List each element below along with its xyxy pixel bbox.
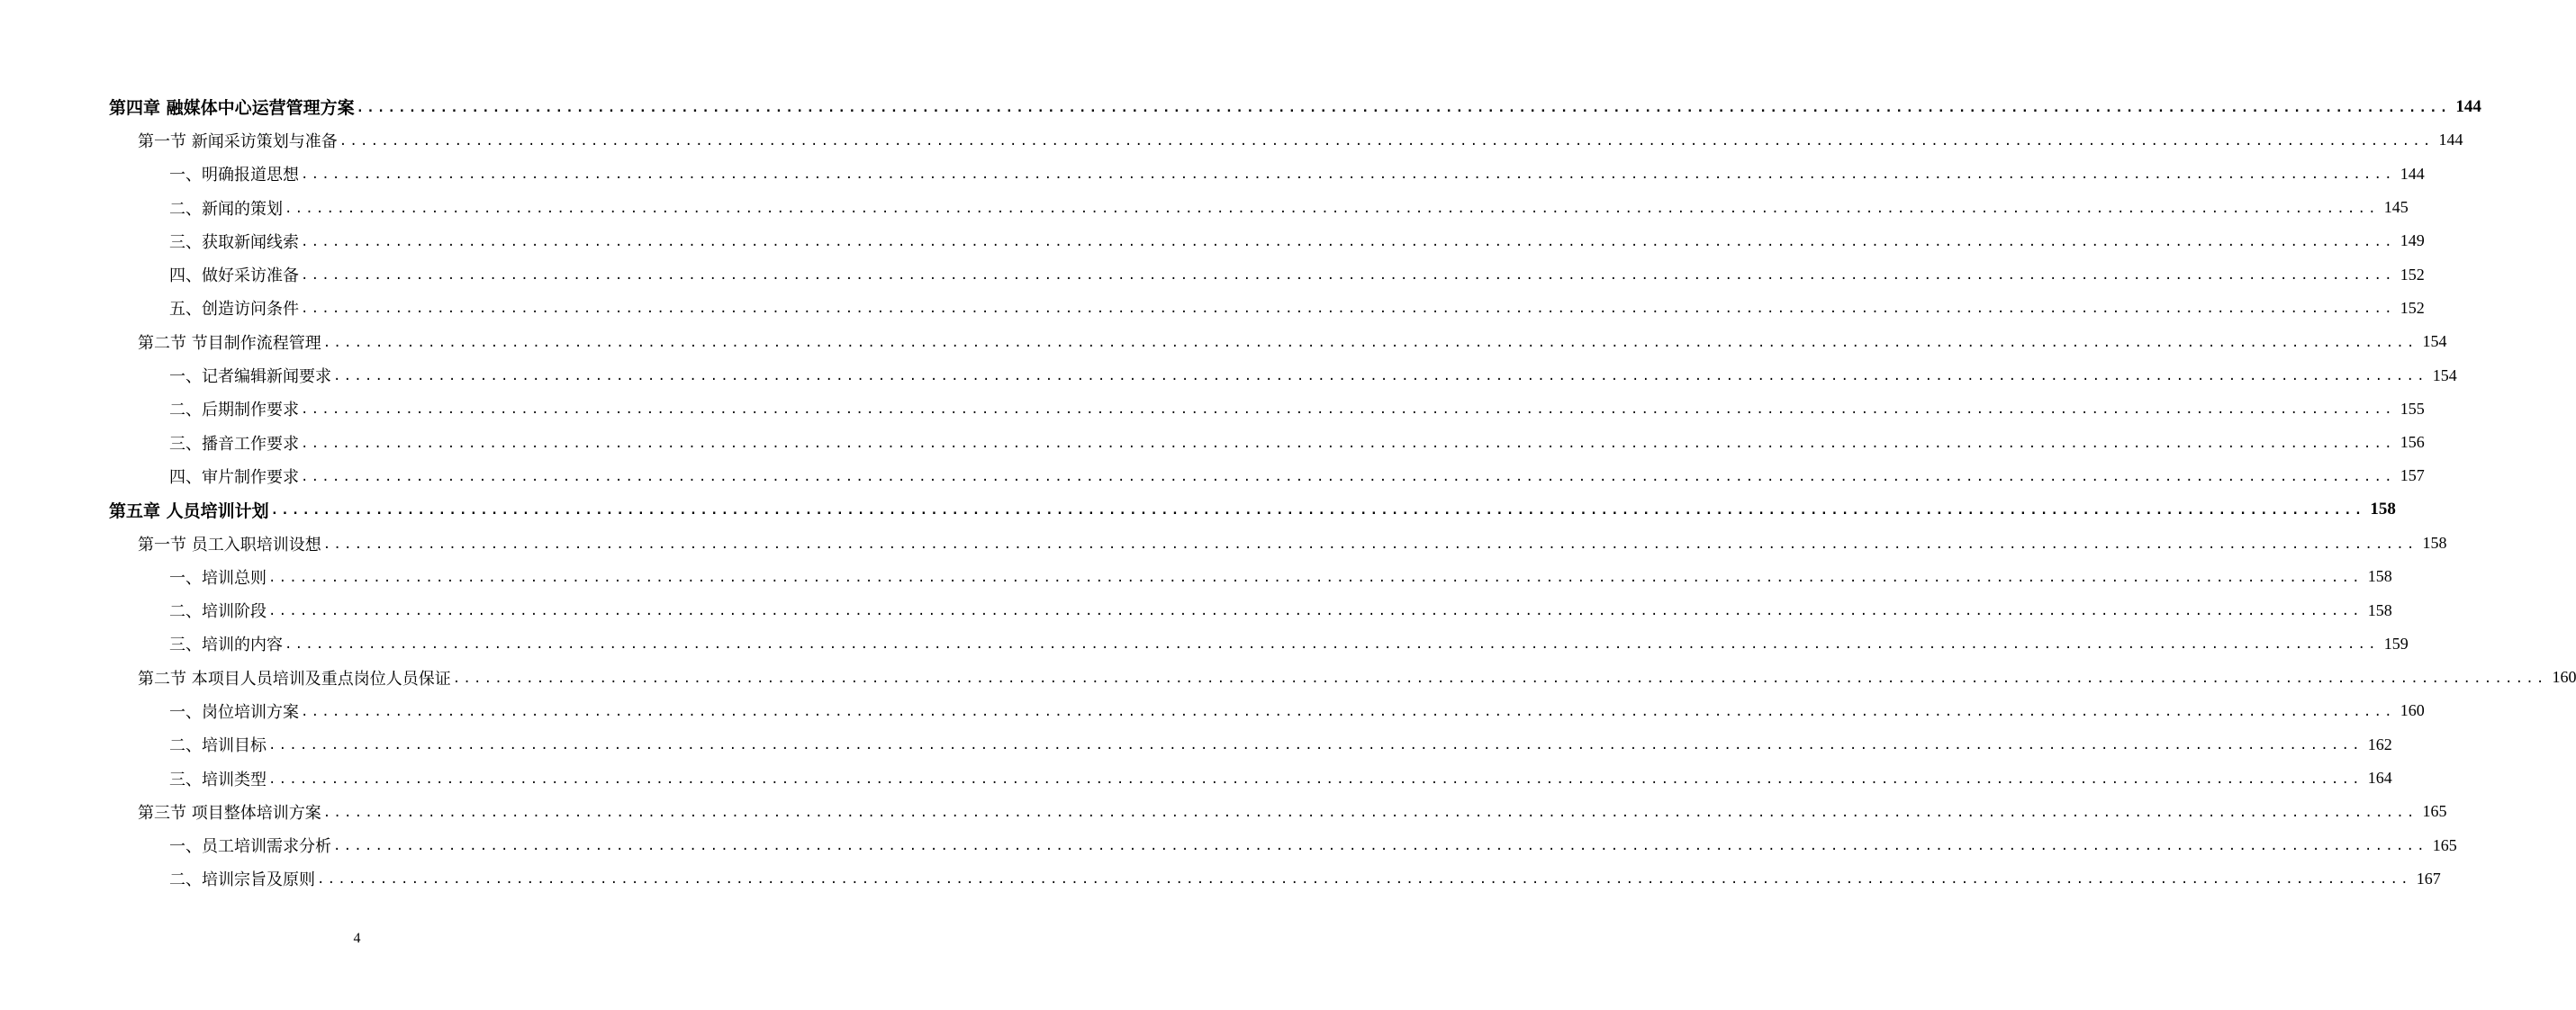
toc-entry-label: 第五章 人员培训计划 xyxy=(109,498,271,522)
toc-entry-label: 四、做好采访准备 xyxy=(169,263,301,286)
toc-leader-dots: ........................................................................................................................................................................................................ xyxy=(452,671,2547,686)
toc-entry[interactable] xyxy=(0,762,2392,795)
toc-entry-page: 165 xyxy=(2422,802,2447,821)
toc-entry-page: 158 xyxy=(2367,600,2392,619)
toc-entry[interactable] xyxy=(0,593,2392,627)
toc-entry-label: 第二节 节目制作流程管理 xyxy=(138,330,323,354)
toc-entry-page: 158 xyxy=(2422,534,2447,552)
toc-entry[interactable] xyxy=(0,661,2576,694)
toc-leader-dots: ........................................................................................................................................................................................................ xyxy=(322,537,2418,552)
toc-entry-page: 158 xyxy=(2370,500,2396,519)
toc-entry-page: 154 xyxy=(2422,332,2447,351)
toc-entry-label: 一、岗位培训方案 xyxy=(169,699,301,723)
toc-entry-label: 二、培训阶段 xyxy=(169,599,268,622)
toc-entry-label: 一、员工培训需求分析 xyxy=(169,834,333,857)
toc-entry-page: 160 xyxy=(2552,668,2576,687)
toc-leader-dots: ........................................................................................................................................................................................................ xyxy=(301,234,2395,249)
toc-entry[interactable] xyxy=(0,191,2409,224)
toc-entry-label: 一、记者编辑新闻要求 xyxy=(169,364,333,387)
toc-entry-page: 159 xyxy=(2383,634,2409,653)
toc-entry-label: 第三节 项目整体培训方案 xyxy=(138,800,323,824)
toc-leader-dots: ........................................................................................................................................................................................................ xyxy=(285,201,2379,216)
toc-entry[interactable] xyxy=(0,527,2447,560)
toc-leader-dots: ........................................................................................................................................................................................................ xyxy=(301,402,2395,418)
toc-leader-dots: ........................................................................................................................................................................................................ xyxy=(301,704,2395,719)
toc-entry[interactable] xyxy=(0,459,2425,492)
toc-entry-label: 第四章 融媒体中心运营管理方案 xyxy=(109,95,357,119)
toc-entry[interactable] xyxy=(0,123,2463,157)
toc-entry-label: 第一节 新闻采访策划与准备 xyxy=(138,129,339,152)
toc-entry-page: 149 xyxy=(2400,231,2425,250)
page-number: 4 xyxy=(353,931,361,946)
toc-entry[interactable] xyxy=(0,493,2396,527)
toc-entry[interactable] xyxy=(0,795,2447,828)
toc-entry-page: 155 xyxy=(2400,399,2425,418)
toc-entry-label: 第一节 员工入职培训设想 xyxy=(138,532,323,555)
toc-entry-label: 二、培训目标 xyxy=(169,733,268,756)
toc-leader-dots: ........................................................................................................................................................................................................ xyxy=(333,369,2427,384)
toc-entry-label: 二、培训宗旨及原则 xyxy=(169,867,317,890)
toc-entry-page: 144 xyxy=(2400,164,2425,183)
toc-entry-label: 三、培训的内容 xyxy=(169,632,285,655)
toc-entry[interactable] xyxy=(0,358,2457,392)
toc-entry-page: 156 xyxy=(2400,433,2425,452)
toc-leader-dots: ........................................................................................................................................................................................................ xyxy=(268,604,2363,619)
toc-leader-dots: ........................................................................................................................................................................................................ xyxy=(301,469,2395,484)
toc-entry-label: 二、后期制作要求 xyxy=(169,397,301,420)
toc-entry[interactable] xyxy=(0,325,2447,358)
toc-entry[interactable] xyxy=(0,158,2425,191)
toc-leader-dots: ........................................................................................................................................................................................................ xyxy=(322,805,2418,820)
toc-leader-dots: ........................................................................................................................................................................................................ xyxy=(285,637,2379,653)
table-of-contents xyxy=(0,90,2576,896)
toc-entry-page: 154 xyxy=(2432,365,2457,384)
toc-entry[interactable] xyxy=(0,627,2409,661)
toc-leader-dots: ........................................................................................................................................................................................................ xyxy=(333,839,2427,854)
toc-entry-label: 二、新闻的策划 xyxy=(169,196,285,220)
toc-entry-page: 145 xyxy=(2383,198,2409,217)
toc-entry[interactable] xyxy=(0,728,2392,762)
toc-entry-page: 167 xyxy=(2416,869,2441,888)
toc-leader-dots: ........................................................................................................................................................................................................ xyxy=(301,436,2395,451)
toc-entry[interactable] xyxy=(0,392,2425,426)
toc-entry[interactable] xyxy=(0,426,2425,459)
toc-entry-label: 四、审片制作要求 xyxy=(169,464,301,488)
toc-entry-page: 144 xyxy=(2455,96,2481,116)
toc-leader-dots: ........................................................................................................................................................................................................ xyxy=(322,335,2418,350)
toc-entry[interactable] xyxy=(0,224,2425,257)
toc-leader-dots: ........................................................................................................................................................................................................ xyxy=(356,100,2451,115)
toc-entry-page: 160 xyxy=(2400,701,2425,720)
toc-leader-dots: ........................................................................................................................................................................................................ xyxy=(301,167,2395,183)
toc-entry-label: 三、培训类型 xyxy=(169,767,268,790)
toc-entry-label: 三、播音工作要求 xyxy=(169,431,301,455)
toc-entry-page: 157 xyxy=(2400,466,2425,485)
toc-entry-label: 五、创造访问条件 xyxy=(169,296,301,320)
toc-entry-label: 一、培训总则 xyxy=(169,565,268,589)
toc-entry[interactable] xyxy=(0,257,2425,291)
toc-leader-dots: ........................................................................................................................................................................................................ xyxy=(301,268,2395,284)
toc-entry[interactable] xyxy=(0,560,2392,593)
toc-entry-page: 165 xyxy=(2432,835,2457,854)
toc-entry-page: 162 xyxy=(2367,735,2392,753)
toc-leader-dots: ........................................................................................................................................................................................................ xyxy=(268,771,2363,787)
toc-entry-label: 一、明确报道思想 xyxy=(169,162,301,185)
toc-entry-page: 164 xyxy=(2367,769,2392,788)
toc-leader-dots: ........................................................................................................................................................................................................ xyxy=(339,133,2434,149)
toc-entry[interactable] xyxy=(0,90,2481,123)
toc-leader-dots: ........................................................................................................................................................................................................ xyxy=(268,738,2363,753)
toc-entry-page: 152 xyxy=(2400,265,2425,284)
toc-entry-page: 158 xyxy=(2367,567,2392,586)
toc-entry-label: 第二节 本项目人员培训及重点岗位人员保证 xyxy=(138,666,453,690)
toc-entry-label: 三、获取新闻线索 xyxy=(169,230,301,253)
toc-entry-page: 144 xyxy=(2438,131,2463,149)
toc-leader-dots: ........................................................................................................................................................................................................ xyxy=(317,872,2411,888)
toc-leader-dots: ........................................................................................................................................................................................................ xyxy=(301,302,2395,317)
toc-entry[interactable] xyxy=(0,862,2441,896)
toc-leader-dots: ........................................................................................................................................................................................................ xyxy=(270,503,2365,519)
toc-leader-dots: ........................................................................................................................................................................................................ xyxy=(268,570,2363,585)
toc-entry-page: 152 xyxy=(2400,298,2425,317)
toc-entry[interactable] xyxy=(0,292,2425,325)
toc-entry[interactable] xyxy=(0,694,2425,727)
toc-entry[interactable] xyxy=(0,829,2457,862)
